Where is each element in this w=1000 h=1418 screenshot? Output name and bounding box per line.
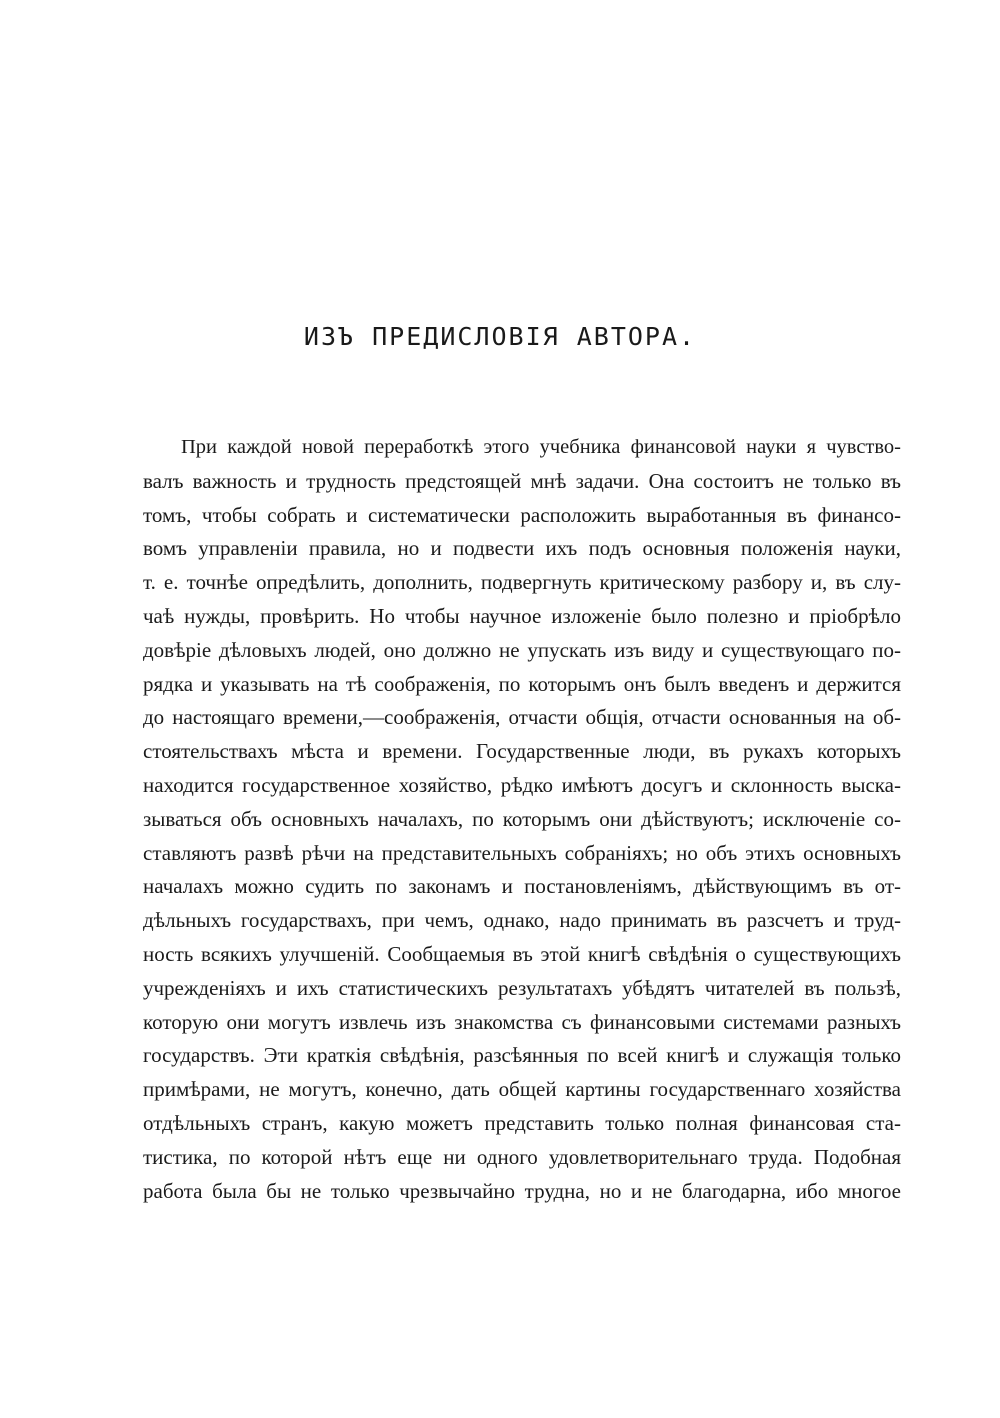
text-line: рядка и указывать на тѣ соображенія, по которымъ онъ былъ введенъ и держится — [143, 671, 901, 696]
text-line: ставляютъ развѣ рѣчи на представительныхъ собраніяхъ; но объ этихъ основныхъ — [143, 840, 901, 865]
text-line: учрежденіяхъ и ихъ статистическихъ результатахъ убѣдятъ читателей въ пользѣ, — [143, 975, 901, 1000]
text-line: чаѣ нужды, провѣрить. Но чтобы научное изложеніе было полезно и пріобрѣло — [143, 603, 901, 628]
text-line: зываться объ основныхъ началахъ, по которымъ они дѣйствуютъ; исключеніе со- — [143, 806, 901, 831]
text-line: находится государственное хозяйство, рѣдко имѣютъ досугъ и склонность выска- — [143, 772, 901, 797]
text-line: дѣльныхъ государствахъ, при чемъ, однако, надо принимать въ разсчетъ и труд- — [143, 908, 901, 933]
text-line: тистика, по которой нѣтъ еще ни одного удовлетворительнаго труда. Подобная — [143, 1144, 901, 1169]
body-paragraph — [143, 431, 901, 1208]
text-line: При каждой новой переработкѣ этого учебника финансовой науки я чувство- — [181, 436, 901, 458]
text-line: работа была бы не только чрезвычайно трудна, но и не благодарна, ибо многое — [143, 1178, 901, 1203]
text-line: отдѣльныхъ странъ, какую можетъ представить только полная финансовая ста- — [143, 1110, 901, 1135]
text-line: государствъ. Эти краткія свѣдѣнія, разсѣянныя по всей книгѣ и служащія только — [143, 1043, 901, 1068]
text-line: томъ, чтобы собрать и систематически расположить выработанныя въ финансо- — [143, 502, 901, 527]
page-title: ИЗЪ ПРЕДИСЛОВІЯ АВТОРА. — [303, 322, 697, 351]
text-line: примѣрами, не могутъ, конечно, дать общей картины государственнаго хозяйства — [143, 1077, 901, 1102]
text-line: вомъ управленіи правила, но и подвести ихъ подъ основныя положенія науки, — [143, 536, 901, 561]
text-line: до настоящаго времени,—соображенія, отчасти общія, отчасти основанныя на об- — [143, 705, 901, 730]
text-line: началахъ можно судить по законамъ и постановленіямъ, дѣйствующимъ въ от- — [143, 874, 901, 899]
text-line: валъ важность и трудность предстоящей мнѣ задачи. Она состоитъ не только въ — [143, 468, 901, 493]
text-line: стоятельствахъ мѣста и времени. Государственные люди, въ рукахъ которыхъ — [143, 739, 901, 764]
text-line: т. е. точнѣе опредѣлить, дополнить, подвергнуть критическому разбору и, въ слу- — [143, 570, 901, 595]
text-line: ность всякихъ улучшеній. Сообщаемыя въ этой книгѣ свѣдѣнія о существующихъ — [143, 941, 901, 966]
text-line: которую они могутъ извлечь изъ знакомства съ финансовыми системами разныхъ — [143, 1009, 901, 1034]
text-line: довѣріе дѣловыхъ людей, оно должно не упускать изъ виду и существующаго по- — [143, 637, 901, 662]
